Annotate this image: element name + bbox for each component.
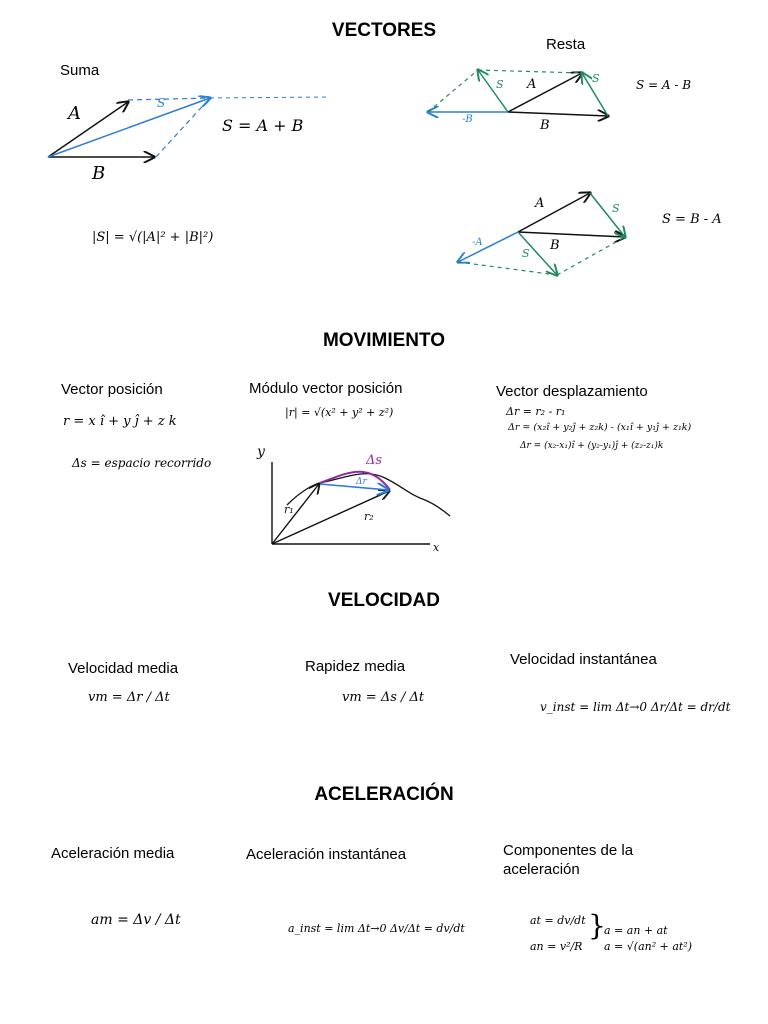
graph-dr-label: Δr (356, 477, 367, 487)
suma-a-label: A (68, 103, 81, 124)
suma-guide-1 (128, 98, 210, 100)
modulo-vector-posicion-formula: |r| = √(x² + y² + z²) (285, 406, 394, 419)
aceleracion-modulo-formula: a = √(an² + at²) (604, 940, 693, 953)
aceleracion-media-formula: am = Δv / Δt (91, 912, 181, 928)
resta1-neg-b-label: -B (462, 114, 473, 125)
resta-formula-2: S = B - A (662, 212, 722, 227)
resta1-b-label: B (540, 118, 550, 133)
resta2-neg-a-label: -A (472, 237, 483, 248)
delta-r-vector (320, 484, 388, 490)
resta1-a-label: A (527, 77, 537, 92)
componente-normal-formula: an = v²/R (530, 940, 583, 953)
section-title-velocidad: VELOCIDAD (328, 590, 440, 611)
graph-x-label: x (433, 541, 440, 554)
rapidez-media-formula: vm = Δs / Δt (342, 690, 425, 705)
r1-vector (272, 484, 319, 544)
section-title-aceleracion: ACELERACIÓN (314, 784, 454, 805)
resta1-s-right-label: S (592, 72, 600, 85)
suma-label: Suma (60, 62, 100, 79)
vector-desplazamiento-label: Vector desplazamiento (496, 383, 648, 400)
vector-posicion-formula: r = x î + y ĵ + z k (63, 414, 177, 429)
graph-r1-label: r₁ (284, 503, 294, 516)
resta2-s-right-label: S (612, 202, 620, 215)
componentes-label-line-2: aceleración (503, 861, 580, 878)
componentes-label-line-1: Componentes de la (503, 842, 634, 859)
resta2-s-left-label: S (522, 247, 530, 260)
velocidad-instantanea-label: Velocidad instantánea (510, 651, 657, 668)
velocidad-media-label: Velocidad media (68, 660, 179, 677)
rapidez-media-label: Rapidez media (305, 658, 406, 675)
componente-tangencial-formula: at = dv/dt (530, 914, 586, 927)
modulo-vector-posicion-label: Módulo vector posición (249, 380, 403, 397)
resta-label: Resta (546, 36, 586, 53)
resta1-s-left-label: S (496, 78, 504, 91)
graph-ds-label: Δs (366, 453, 383, 468)
velocidad-instantanea-formula: v_inst = lim Δt→0 Δr/Δt = dr/dt (540, 700, 731, 714)
resta-diagram-1 (428, 70, 608, 116)
graph-y-label: y (257, 444, 265, 460)
suma-b-label: B (92, 163, 106, 184)
resta2-a-label: A (535, 196, 545, 211)
suma-guide-3 (210, 97, 330, 98)
desplazamiento-formula-1: Δr = r₂ - r₁ (506, 405, 566, 418)
aceleracion-instantanea-formula: a_inst = lim Δt→0 Δv/Δt = dv/dt (288, 922, 465, 935)
resta2-b-label: B (550, 238, 560, 253)
vector-posicion-label: Vector posición (61, 381, 163, 398)
desplazamiento-formula-2: Δr = (x₂î + y₂ĵ + z₂k) - (x₁î + y₁ĵ + z₁k) (508, 422, 692, 433)
resta-formula-1: S = A - B (636, 78, 692, 92)
desplazamiento-formula-3: Δr = (x₂-x₁)î + (y₂-y₁)ĵ + (z₂-z₁)k (520, 441, 664, 451)
aceleracion-media-label: Aceleración media (51, 845, 175, 862)
section-title-vectores: VECTORES (331, 20, 437, 41)
suma-formula: S = A + B (222, 116, 304, 135)
aceleracion-suma-formula: a = an + at (604, 924, 668, 937)
graph-r2-label: r₂ (364, 510, 374, 523)
espacio-recorrido-formula: Δs = espacio recorrido (72, 456, 212, 470)
velocidad-media-formula: vm = Δr / Δt (88, 690, 170, 705)
aceleracion-instantanea-label: Aceleración instantánea (246, 846, 407, 863)
vector-a-arrow (48, 102, 128, 157)
componentes-brace: } (588, 909, 606, 942)
section-title-movimiento: MOVIMIENTO (322, 330, 446, 351)
suma-s-label: S (157, 96, 166, 110)
modulo-suma-formula: |S| = √(|A|² + |B|²) (92, 230, 214, 245)
trajectory-graph (256, 444, 450, 554)
